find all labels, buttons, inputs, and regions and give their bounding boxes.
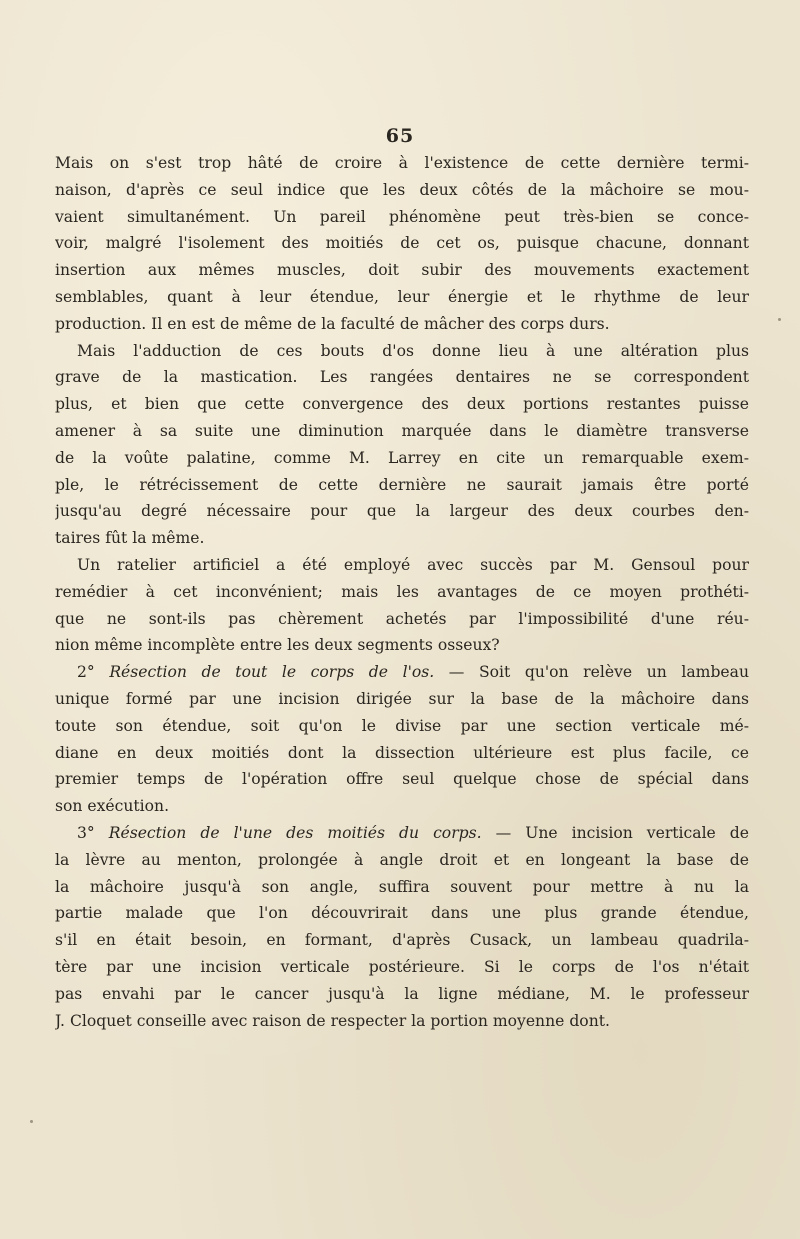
text-line: production. Il en est de même de la faculté de mâcher des corps durs. bbox=[55, 314, 610, 333]
text-line: diane en deux moitiés dont la dissection ultérieure est plus facile, ce bbox=[55, 743, 749, 762]
text-line: Mais on s'est trop hâté de croire à l'existence de cette dernière termi- bbox=[55, 154, 749, 172]
text-line: semblables, quant à leur étendue, leur énergie et le rhythme de leur bbox=[55, 287, 749, 306]
text-line: amener à sa suite une diminution marquée dans le diamètre transverse bbox=[55, 421, 749, 440]
text-line: s'il en était besoin, en formant, d'après Cusack, un lambeau quadrila- bbox=[55, 931, 749, 950]
text-line: jusqu'au degré nécessaire pour que la largeur des deux courbes den- bbox=[55, 502, 749, 521]
text-line: la mâchoire jusqu'à son angle, suffira souvent pour mettre à nu la bbox=[55, 877, 749, 896]
paragraph-2 bbox=[55, 338, 749, 552]
text-line: Un ratelier artificiel a été employé avec succès par M. Gensoul pour bbox=[77, 555, 749, 574]
text-line: toute son étendue, soit qu'on le divise par une section verticale mé- bbox=[55, 716, 749, 735]
text-line: tère par une incision verticale postérieure. Si le corps de l'os n'était bbox=[55, 957, 749, 976]
section-number: 3° bbox=[77, 823, 95, 842]
text-line: pas envahi par le cancer jusqu'à la ligne médiane, M. le professeur bbox=[55, 984, 749, 1003]
text-line: la lèvre au menton, prolongée à angle droit et en longeant la base de bbox=[55, 850, 749, 869]
text-line: nion même incomplète entre les deux segments osseux? bbox=[55, 636, 500, 655]
text-line: grave de la mastication. Les rangées dentaires ne se correspondent bbox=[55, 368, 749, 387]
section-heading: Résection de l'une des moitiés du corps. bbox=[108, 823, 482, 842]
section-heading-rest: — Soit qu'on relève un lambeau bbox=[434, 663, 749, 682]
text-line: partie malade que l'on découvrirait dans une plus grande étendue, bbox=[55, 904, 749, 923]
paragraph-3 bbox=[55, 552, 749, 659]
page-number: 65 bbox=[385, 125, 415, 147]
section-heading-rest: — Une incision verticale de bbox=[481, 823, 749, 842]
paper-speck bbox=[778, 318, 781, 321]
section-heading: Résection de tout le corps de l'os. bbox=[109, 663, 435, 682]
paper-speck bbox=[30, 1120, 33, 1123]
paragraph-5 bbox=[55, 820, 749, 1034]
section-number: 2° bbox=[77, 663, 95, 682]
text-line: taires fût la même. bbox=[55, 529, 205, 548]
text-line: ple, le rétrécissement de cette dernière ne saurait jamais être porté bbox=[55, 475, 749, 494]
text-line: son exécution. bbox=[55, 797, 170, 816]
paragraph-4 bbox=[55, 659, 749, 820]
text-line: unique formé par une incision dirigée sur la base de la mâchoire dans bbox=[55, 689, 749, 708]
text-line: vaient simultanément. Un pareil phénomène peut très-bien se conce- bbox=[55, 207, 749, 226]
body-text bbox=[55, 150, 749, 1034]
text-line: Mais l'adduction de ces bouts d'os donne lieu à une altération plus bbox=[77, 341, 749, 360]
text-line: remédier à cet inconvénient; mais les avantages de ce moyen prothéti- bbox=[55, 582, 749, 601]
text-line: premier temps de l'opération offre seul quelque chose de spécial dans bbox=[55, 770, 749, 789]
text-line: insertion aux mêmes muscles, doit subir des mouvements exactement bbox=[55, 261, 749, 280]
text-line: J. Cloquet conseille avec raison de respecter la portion moyenne dont. bbox=[55, 1011, 610, 1030]
paragraph-1 bbox=[55, 150, 749, 338]
section-heading-line bbox=[55, 659, 749, 686]
text-line: de la voûte palatine, comme M. Larrey en cite un remarquable exem- bbox=[55, 448, 749, 467]
text-line: plus, et bien que cette convergence des deux portions restantes puisse bbox=[55, 395, 749, 414]
text-line: voir, malgré l'isolement des moitiés de cet os, puisque chacune, donnant bbox=[55, 234, 749, 253]
text-line: naison, d'après ce seul indice que les deux côtés de la mâchoire se mou- bbox=[55, 180, 749, 199]
section-heading-line bbox=[55, 820, 749, 847]
text-line: que ne sont-ils pas chèrement achetés par l'impossibilité d'une réu- bbox=[55, 609, 749, 628]
